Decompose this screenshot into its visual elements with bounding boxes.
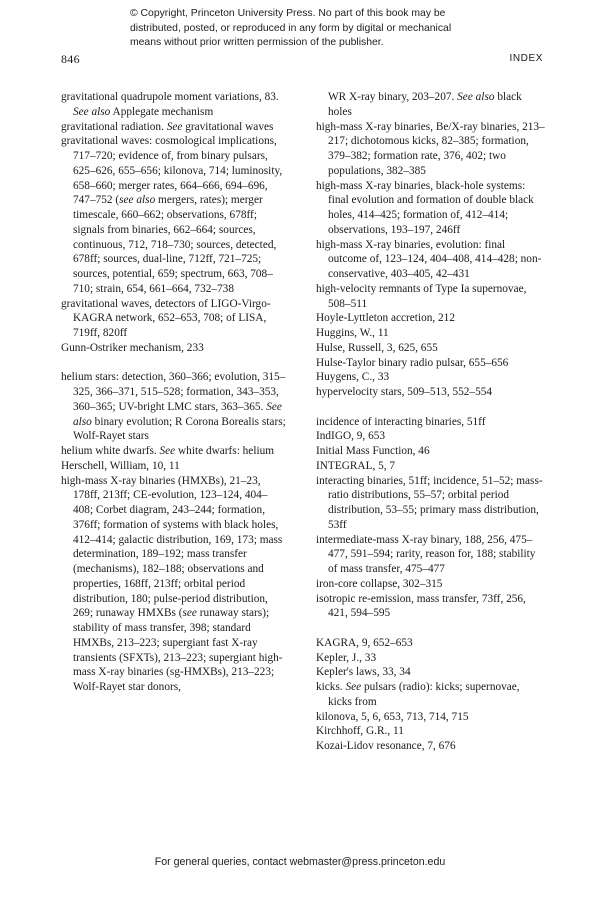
index-entry — [61, 297, 286, 341]
index-entry — [316, 636, 546, 651]
index-entry-text: Herschell, William, 10, 11 — [61, 459, 180, 472]
see-reference: see — [182, 607, 197, 620]
index-entry-text: Hoyle-Lyttleton accretion, 212 — [316, 312, 455, 325]
index-entry-text: runaway stars); stability of mass transfer, 398; standard HMXBs, 213–223; supergiant fast X-ray transients (SFXTs), 213–223; supergiant high-mass X-ray binaries (sg-HMXBs), 213–223; Wolf-Rayet star donors, — [73, 607, 283, 693]
index-entry — [316, 533, 546, 577]
index-entry — [61, 341, 286, 356]
index-entry — [316, 370, 546, 385]
index-entry-text: gravitational radiation. — [61, 120, 167, 133]
index-entry-text: gravitational waves, detectors of LIGO-Virgo-KAGRA network, 652–653, 708; of LISA, 719ff, 820ff — [61, 297, 271, 339]
index-column-right — [316, 90, 546, 754]
index-entry — [316, 385, 546, 400]
index-entry-text: Kirchhoff, G.R., 11 — [316, 725, 404, 738]
index-entry-text: white dwarfs: helium — [175, 445, 275, 457]
index-entry-text: kicks. — [316, 681, 346, 693]
index-entry — [328, 90, 546, 120]
index-entry-text: Huygens, C., 33 — [316, 371, 390, 384]
index-entry-text: gravitational waves — [182, 120, 274, 133]
index-entry — [316, 665, 546, 680]
index-entry-text: Kozai-Lidov resonance, 7, 676 — [316, 740, 456, 752]
index-entry-text: Hulse-Taylor binary radio pulsar, 655–656 — [316, 356, 509, 369]
index-entry — [316, 724, 546, 739]
index-entry — [61, 444, 286, 459]
index-entry-text: Gunn-Ostriker mechanism, 233 — [61, 341, 204, 354]
see-reference: see also — [119, 194, 156, 207]
index-entry — [316, 429, 546, 444]
index-entry — [61, 90, 286, 120]
running-head: INDEX — [509, 53, 543, 64]
index-entry-text: KAGRA, 9, 652–653 — [316, 636, 413, 649]
index-entry-text: incidence of interacting binaries, 51ff — [316, 415, 486, 428]
index-entry — [316, 120, 546, 179]
index-entry — [316, 459, 546, 474]
index-entry-text: high-mass X-ray binaries, black-hole systems: final evolution and formation of double black holes, 414–425; formation of, 412–414; observations, 193–197, 246ff — [316, 179, 534, 236]
index-entry-text: Initial Mass Function, 46 — [316, 445, 430, 457]
see-reference: See — [166, 120, 183, 133]
index-entry-text: INTEGRAL, 5, 7 — [316, 459, 396, 472]
index-entry-text: binary evolution; R Corona Borealis stars; Wolf-Rayet stars — [73, 415, 286, 443]
index-entry-text: pulsars (radio): kicks; supernovae, kicks from — [328, 681, 520, 708]
index-entry — [61, 134, 286, 296]
index-entry-text: helium white dwarfs. — [61, 445, 160, 457]
index-entry — [316, 680, 546, 710]
footer-contact: For general queries, contact webmaster@press.princeton.edu — [154, 856, 446, 868]
index-entry — [316, 651, 546, 666]
index-entry-text: hypervelocity stars, 509–513, 552–554 — [316, 386, 493, 398]
see-reference: See — [345, 681, 362, 693]
index-entry — [316, 415, 546, 430]
index-entry-text: Kepler's laws, 33, 34 — [316, 666, 411, 679]
index-entry-text: Kepler, J., 33 — [316, 651, 377, 664]
index-entry — [61, 120, 286, 135]
copyright-line: distributed, posted, or reproduced in any form by digital or mechanical — [130, 22, 452, 34]
index-entry-text: iron-core collapse, 302–315 — [316, 577, 443, 590]
index-entry-text: Applegate mechanism — [110, 105, 214, 118]
index-entry-text: kilonova, 5, 6, 653, 713, 714, 715 — [316, 710, 469, 723]
index-entry — [61, 474, 286, 695]
index-entry — [316, 341, 546, 356]
copyright-notice — [130, 7, 490, 51]
index-entry — [316, 238, 546, 282]
index-entry — [316, 710, 546, 725]
index-column-left — [61, 90, 286, 695]
index-entry — [316, 474, 546, 533]
copyright-line: © Copyright, Princeton University Press. No part of this book may be — [130, 8, 446, 19]
index-entry — [316, 326, 546, 341]
index-entry — [316, 444, 546, 459]
index-entry-text: gravitational quadrupole moment variations, 83. — [61, 91, 279, 103]
index-entry — [316, 311, 546, 326]
index-entry — [316, 356, 546, 371]
index-entry-text: intermediate-mass X-ray binary, 188, 256, 475–477, 591–594; rarity, reason for, 188; stability of mass transfer, 475–477 — [316, 533, 536, 575]
index-entry-text: Hulse, Russell, 3, 625, 655 — [316, 341, 438, 354]
index-entry-text: helium stars: detection, 360–366; evolution, 315–325, 366–371, 515–528; formation, 343–353, 360–365; UV-bright LMC stars, 363–365. — [61, 371, 286, 413]
index-entry-text: Huggins, W., 11 — [316, 327, 389, 339]
index-entry — [61, 459, 286, 474]
index-entry — [316, 179, 546, 238]
index-entry-text: high-mass X-ray binaries (HMXBs), 21–23, 178ff, 213ff; CE-evolution, 123–124, 404–408; Corbet diagram, 243–244; formation, 376ff; formation of systems with black holes, 412–414; galactic distribution, 169, 173; mass determination, 189–192; mass transfer (mechanisms), 182–188; observations and properties, 168ff, 213ff; orbital period distribution, 180; pulse-period distribution, 269; runaway HMXBs ( — [61, 474, 283, 620]
index-entry-text: IndIGO, 9, 653 — [316, 430, 386, 443]
index-entry — [316, 592, 546, 622]
index-entry-text: isotropic re-emission, mass transfer, 73ff, 256, 421, 594–595 — [316, 592, 526, 620]
index-entry — [316, 577, 546, 592]
see-reference: See — [159, 445, 176, 457]
index-entry-text: high-mass X-ray binaries, Be/X-ray binaries, 213–217; dichotomous kicks, 82–385; formation, 379–382; formation rate, 376, 402; two populations, 382–385 — [316, 120, 545, 177]
index-entry-text: interacting binaries, 51ff; incidence, 51–52; mass-ratio distributions, 55–57; orbital period distribution, 53–55; primary mass distribution, 53ff — [316, 474, 543, 531]
index-entry — [316, 739, 546, 754]
index-entry-text: gravitational waves: cosmological implications, 717–720; evidence of, from binary pulsars, 625–626, 655–656; kilonova, 714; luminosity, 658–660; merger rates, 664–666, 694–696, 747–752 ( — [61, 135, 283, 207]
index-entry-text: black holes — [328, 91, 522, 118]
copyright-line: means without prior written permission of the publisher. — [130, 37, 384, 49]
see-reference: See also — [73, 400, 282, 428]
index-entry-text: high-velocity remnants of Type Ia supernovae, 508–511 — [316, 282, 527, 310]
index-entry-text: mergers, rates); merger timescale, 660–662; observations, 678ff; signals from binaries, 662–664; sources, continuous, 712, 718–730; sources, detected, 678ff; sources, dual-line, 712ff, 721–725; sources, potential, 659; spectrum, 663, 708–710; strain, 654, 661–664, 732–738 — [73, 194, 277, 295]
see-reference: See also — [73, 105, 111, 118]
index-entry — [316, 282, 546, 312]
page-number: 846 — [61, 52, 80, 66]
index-entry — [61, 370, 286, 444]
index-entry-text: WR X-ray binary, 203–207. — [328, 91, 458, 103]
see-reference: See also — [457, 91, 495, 103]
index-entry-text: high-mass X-ray binaries, evolution: final outcome of, 123–124, 404–408, 414–428; non-conservative, 403–405, 42–431 — [316, 238, 542, 280]
